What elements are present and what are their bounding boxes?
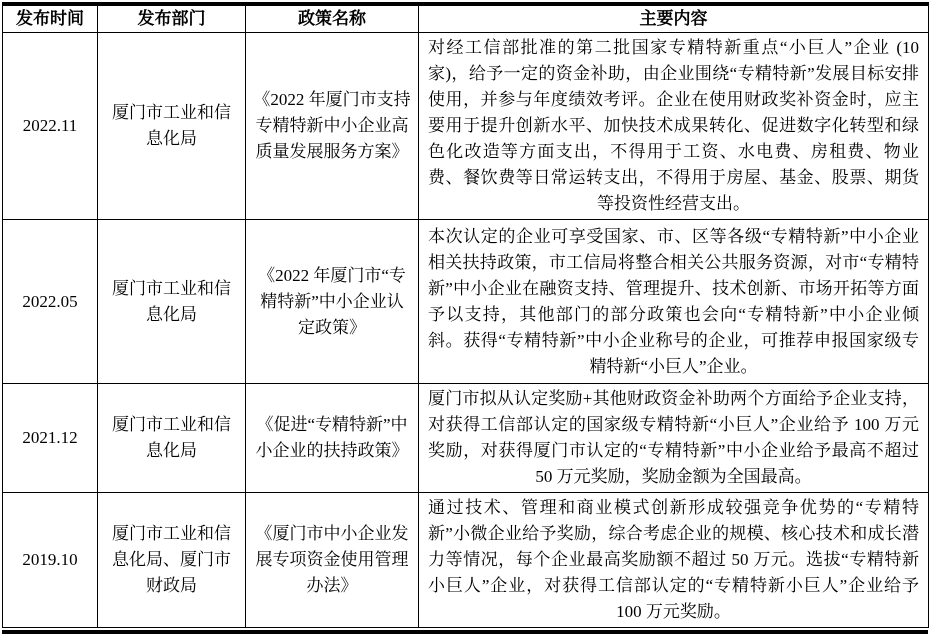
department-cell: 厦门市工业和信息化局 [98,384,246,493]
column-header-publish-date: 发布时间 [3,4,98,33]
table-row [3,33,929,220]
table-header-row [3,4,929,33]
publish-date-cell: 2019.10 [3,493,98,628]
policy-name-cell: 《2022 年厦门市“专精特新”中小企业认定政策》 [246,220,419,384]
table-bottom-border [2,630,928,634]
table-row [3,220,929,384]
policy-table [2,2,929,628]
main-content-cell: 厦门市拟从认定奖励+其他财政资金补助两个方面给予企业支持，对获得工信部认定的国家级专精特新“小巨人”企业给予 100 万元奖励，对获得厦门市认定的“专精特新”中小企业给予最高不超过 50 万元奖励，奖励金额为全国最高。 [419,384,929,493]
policy-table-container [2,2,928,634]
department-cell: 厦门市工业和信息化局 [98,220,246,384]
column-header-department: 发布部门 [98,4,246,33]
main-content-cell: 本次认定的企业可享受国家、市、区等各级“专精特新”中小企业相关扶持政策，市工信局将整合相关公共服务资源，对市“专精特新”中小企业在融资支持、管理提升、技术创新、市场开拓等方面予以支持，其他部门的部分政策也会向“专精特新”中小企业倾斜。获得“专精特新”中小企业称号的企业，可推荐申报国家级专精特新“小巨人”企业。 [419,220,929,384]
main-content-cell: 通过技术、管理和商业模式创新形成较强竞争优势的“专精特新”小微企业给予奖励，综合考虑企业的规模、核心技术和成长潜力等情况，每个企业最高奖励额不超过 50 万元。选拔“专精特新小巨人”企业，对获得工信部认定的“专精特新小巨人”企业给予 100 万元奖励。 [419,493,929,628]
publish-date-cell: 2022.05 [3,220,98,384]
main-content-cell: 对经工信部批准的第二批国家专精特新重点“小巨人”企业 (10 家)，给予一定的资金补助，由企业围绕“专精特新”发展目标安排使用，并参与年度绩效考评。企业在使用财政奖补资金时，应主要用于提升创新水平、加快技术成果转化、促进数字化转型和绿色化改造等方面支出，不得用于工资、水电费、房租费、物业费、餐饮费等日常运转支出，不得用于房屋、基金、股票、期货等投资性经营支出。 [419,33,929,220]
department-cell: 厦门市工业和信息化局 [98,33,246,220]
publish-date-cell: 2022.11 [3,33,98,220]
table-row [3,493,929,628]
table-row [3,384,929,493]
policy-name-cell: 《厦门市中小企业发展专项资金使用管理办法》 [246,493,419,628]
department-cell: 厦门市工业和信息化局、厦门市财政局 [98,493,246,628]
column-header-main-content: 主要内容 [419,4,929,33]
column-header-policy-name: 政策名称 [246,4,419,33]
publish-date-cell: 2021.12 [3,384,98,493]
policy-name-cell: 《2022 年厦门市支持专精特新中小企业高质量发展服务方案》 [246,33,419,220]
policy-name-cell: 《促进“专精特新”中小企业的扶持政策》 [246,384,419,493]
